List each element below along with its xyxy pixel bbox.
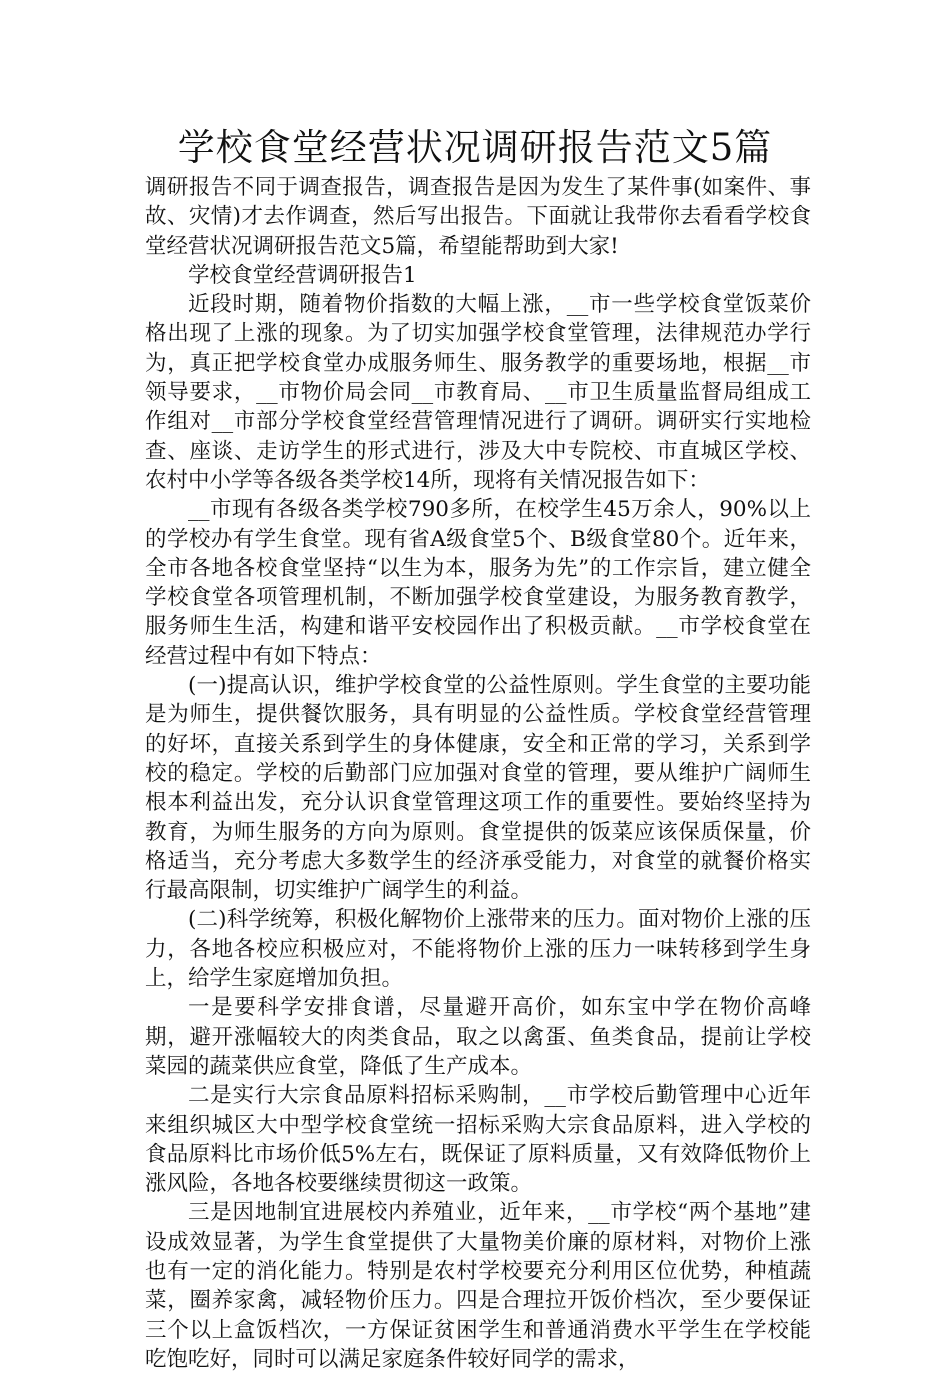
body-paragraph: (一)提高认识，维护学校食堂的公益性原则。学生食堂的主要功能是为师生，提供餐饮服务，具有明显的公益性质。学校食堂经营管理的好坏，直接关系到学生的身体健康，安全和正常的学习，关系到学校的稳定。学校的后勤部门应加强对食堂的管理，要从维护广阔师生根本利益出发，充分认识食堂管理这项工作的重要性。要始终坚持为教育，为师生服务的方向为原则。食堂提供的饭菜应该保质保量，价格适当，充分考虑大多数学生的经济承受能力，对食堂的就餐价格实行最高限制，切实维护广阔学生的利益。 — [145, 673, 811, 904]
intro-paragraph: 调研报告不同于调查报告，调查报告是因为发生了某件事(如案件、事故、灾情)才去作调查，然后写出报告。下面就让我带你去看看学校食堂经营状况调研报告范文5篇，希望能帮助到大家! — [145, 175, 811, 259]
body-paragraph: 三是因地制宜进展校内养殖业，近年来，__市学校“两个基地”建设成效显著，为学生食堂提供了大量物美价廉的原材料，对物价上涨也有一定的消化能力。特别是农村学校要充分利用区位优势，种植蔬菜，圈养家禽，减轻物价压力。四是合理拉开饭价档次，至少要保证三个以上盒饭档次，一方保证贫困学生和普通消费水平学生在学校能吃饱吃好，同时可以满足家庭条件较好同学的需求， — [145, 1200, 811, 1372]
body-paragraph: (二)科学统筹，积极化解物价上涨带来的压力。面对物价上涨的压力，各地各校应积极应对，不能将物价上涨的压力一味转移到学生身上，给学生家庭增加负担。 — [145, 907, 811, 992]
body-paragraph: 一是要科学安排食谱，尽量避开高价，如东宝中学在物价高峰期，避开涨幅较大的肉类食品，取之以禽蛋、鱼类食品，提前让学校菜园的蔬菜供应食堂，降低了生产成本。 — [145, 995, 811, 1079]
body-paragraph: 近段时期，随着物价指数的大幅上涨，__市一些学校食堂饭菜价格出现了上涨的现象。为了切实加强学校食堂管理，法律规范办学行为，真正把学校食堂办成服务师生、服务教学的重要场地，根据__市领导要求，__市物价局会同__市教育局、__市卫生质量监督局组成工作组对__市部分学校食堂经营管理情况进行了调研。调研实行实地检查、座谈、走访学生的形式进行，涉及大中专院校、市直城区学校、农村中小学等各级各类学校14所，现将有关情况报告如下： — [145, 292, 811, 493]
document-body — [145, 173, 811, 1374]
page-title: 学校食堂经营状况调研报告范文5篇 — [177, 126, 773, 169]
section-heading: 学校食堂经营调研报告1 — [188, 262, 417, 288]
body-paragraph: __市现有各级各类学校790多所，在校学生45万余人，90%以上的学校办有学生食堂。现有省A级食堂5个、B级食堂80个。近年来，全市各地各校食堂坚持“以生为本，服务为先”的工作宗旨，建立健全学校食堂各项管理机制，不断加强学校食堂建设，为服务教育教学，服务师生生活，构建和谐平安校园作出了积极贡献。__市学校食堂在经营过程中有如下特点： — [145, 497, 811, 669]
body-paragraph: 二是实行大宗食品原料招标采购制，__市学校后勤管理中心近年来组织城区大中型学校食堂统一招标采购大宗食品原料，进入学校的食品原料比市场价低5%左右，既保证了原料质量，又有效降低物价上涨风险，各地各校要继续贯彻这一政策。 — [145, 1083, 811, 1197]
